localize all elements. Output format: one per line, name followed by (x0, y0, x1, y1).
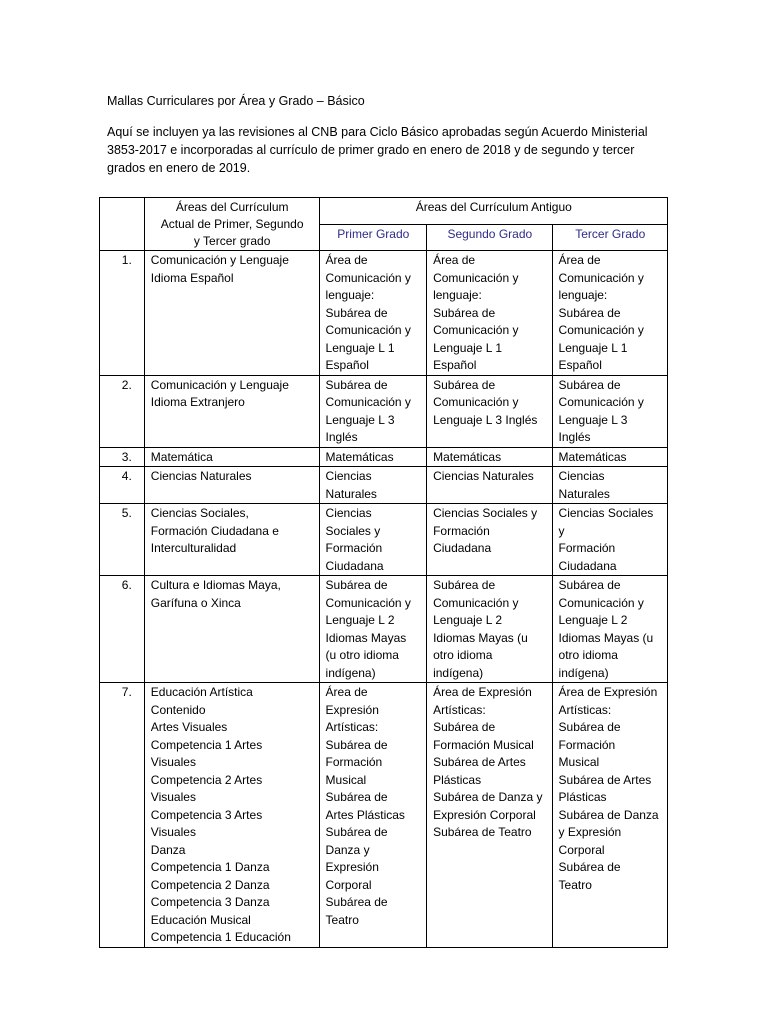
cell-line: Español (325, 358, 369, 372)
cell-line: Subárea de (325, 377, 388, 392)
cell-line: Formación (325, 541, 383, 555)
grade-3-cell (552, 504, 667, 576)
cell-line: otro idioma (433, 648, 493, 662)
row-number: 1. (100, 251, 145, 376)
cell-line: Subárea de (558, 860, 621, 874)
table-row (100, 375, 668, 447)
grade-3-cell (552, 251, 667, 376)
cell-line: Formación (433, 523, 490, 538)
cell-line: y Expresión (558, 825, 622, 839)
cell-line: Lenguaje L 3 (325, 412, 395, 427)
table-header-row (100, 198, 668, 225)
row-number: 7. (100, 683, 145, 948)
grade-3-cell (552, 375, 667, 447)
intro-line: grados en enero de 2019. (107, 161, 251, 175)
cell-line: Área de (558, 253, 601, 267)
cell-line: Lenguaje L 2 (558, 613, 628, 627)
cell-line: Lenguaje L 1 (558, 340, 628, 355)
cell-line: Idiomas Mayas (u (558, 630, 654, 645)
cell-line: Competencia 2 Danza (150, 877, 270, 892)
cell-line: Formación (325, 755, 383, 769)
cell-line: indígena) (325, 665, 376, 680)
cell-line: Artes Visuales (150, 720, 228, 734)
cell-line: Comunicación y (558, 395, 644, 409)
cell-line: Subárea de (558, 377, 621, 392)
grade-2-cell (427, 251, 552, 376)
intro-paragraph (107, 123, 667, 177)
cell-line: indígena) (433, 665, 484, 680)
header-current-line: Áreas del Currículum (175, 200, 289, 214)
cell-line: Comunicación y Lenguaje (150, 253, 289, 267)
cell-line: Ciencias (325, 469, 372, 483)
cell-line: Lenguaje L 2 (325, 613, 395, 627)
grade-3-cell (552, 576, 667, 683)
grade-1-cell (319, 447, 427, 467)
cell-line: Competencia 1 Danza (150, 860, 270, 874)
cell-line: Comunicación y (325, 395, 411, 409)
header-grade-1: Primer Grado (319, 224, 427, 251)
cell-line: Inglés (325, 430, 358, 444)
cell-line: Subárea de Artes (558, 772, 652, 787)
cell-line: Subárea de (433, 720, 496, 734)
header-current-line: y Tercer grado (193, 234, 271, 248)
cell-line: Idioma Español (150, 270, 234, 285)
cell-line: Musical (558, 755, 600, 769)
cell-line: Subárea de Teatro (433, 825, 532, 839)
cell-line: Subárea de (325, 895, 388, 909)
cell-line: Visuales (150, 825, 196, 839)
cell-line: Competencia 2 Artes (150, 772, 263, 787)
cell-line: Ciencias Sociales, (150, 506, 249, 520)
cell-line: Subárea de Danza (558, 807, 659, 822)
cell-line: Área de (433, 253, 476, 267)
cell-line: Subárea de Artes (433, 755, 526, 769)
cell-line: Interculturalidad (150, 541, 237, 555)
grade-3-cell (552, 467, 667, 504)
grade-3-cell (552, 683, 667, 948)
cell-line: Comunicación y (558, 323, 644, 337)
cell-line: Comunicación y (433, 595, 519, 610)
cell-line: Musical (325, 772, 367, 787)
cell-line: indígena) (558, 665, 609, 680)
cell-line: Formación (558, 541, 616, 555)
cell-line: Subárea de (325, 737, 388, 752)
cell-line: lenguaje: (433, 288, 482, 302)
cell-line: Ciencias Naturales (433, 469, 534, 483)
cell-line: Danza (150, 842, 186, 857)
row-number: 2. (100, 375, 145, 447)
cell-line: Ciencias Naturales (150, 469, 252, 483)
cell-line: Ciencias Sociales y (433, 506, 538, 520)
cell-line: Subárea de (325, 825, 388, 839)
cell-line: Comunicación y Lenguaje (150, 377, 289, 392)
cell-line: Subárea de (558, 305, 621, 320)
cell-line: lenguaje: (558, 288, 608, 302)
current-area-cell (144, 375, 319, 447)
grade-2-cell (427, 683, 552, 948)
cell-line: Competencia 1 Educación (150, 930, 291, 944)
grade-2-cell (427, 467, 552, 504)
cell-line: Comunicación y (433, 395, 519, 409)
cell-line: Artísticas: (433, 702, 486, 717)
table-row (100, 576, 668, 683)
cell-line: Idioma Extranjero (150, 395, 245, 409)
cell-line: Área de (325, 685, 368, 699)
cell-line: Español (433, 358, 477, 372)
cell-line: Subárea de (433, 377, 496, 392)
cell-line: Comunicación y (433, 270, 519, 285)
cell-line: otro idioma (558, 648, 618, 662)
header-grade-2: Segundo Grado (427, 224, 552, 251)
grade-2-cell (427, 504, 552, 576)
cell-line: Visuales (150, 755, 196, 769)
cell-line: Área de Expresión (433, 685, 532, 699)
cell-line: Garífuna o Xinca (150, 595, 241, 610)
intro-line: 3853-2017 e incorporadas al currículo de primer grado en enero de 2018 y de segundo y tercer (107, 143, 635, 157)
grade-1-cell (319, 683, 427, 948)
cell-line: Competencia 1 Artes (150, 737, 263, 752)
cell-line: Lenguaje L 3 (558, 412, 628, 427)
cell-line: Competencia 3 Artes (150, 807, 263, 822)
grade-1-cell (319, 576, 427, 683)
cell-line: Expresión Corporal (433, 807, 536, 822)
current-area-cell (144, 576, 319, 683)
row-number: 5. (100, 504, 145, 576)
cell-line: Plásticas (433, 772, 482, 787)
current-area-cell (144, 467, 319, 504)
cell-line: Formación (558, 737, 616, 752)
cell-line: Matemáticas (325, 449, 394, 464)
document-title: Mallas Curriculares por Área y Grado – Básico (107, 94, 365, 108)
cell-line: Subárea de (325, 305, 388, 320)
table-row (100, 251, 668, 376)
cell-line: Ciudadana (558, 558, 617, 573)
grade-1-cell (319, 375, 427, 447)
cell-line: Lenguaje L 2 (433, 613, 503, 627)
cell-line: Comunicación y (558, 270, 644, 285)
current-area-cell (144, 251, 319, 376)
cell-line: Lenguaje L 3 Inglés (433, 412, 538, 427)
cell-line: Competencia 3 Danza (150, 895, 270, 909)
cell-line: Ciencias Sociales y (558, 506, 654, 538)
cell-line: Expresión (325, 702, 379, 717)
cell-line: Plásticas (558, 790, 607, 804)
cell-line: Naturales (558, 486, 610, 501)
grade-2-cell (427, 447, 552, 467)
current-area-cell (144, 447, 319, 467)
row-number: 6. (100, 576, 145, 683)
cell-line: Subárea de (325, 790, 388, 804)
cell-line: Teatro (325, 912, 359, 927)
grade-1-cell (319, 251, 427, 376)
cell-line: Lenguaje L 1 (325, 340, 395, 355)
cell-line: Subárea de (558, 720, 621, 734)
table-row (100, 447, 668, 467)
header-number-cell (100, 198, 145, 251)
cell-line: Formación Ciudadana e (150, 523, 279, 538)
cell-line: Comunicación y (325, 270, 411, 285)
cell-line: Educación Musical (150, 912, 251, 927)
grade-3-cell (552, 447, 667, 467)
cell-line: Idiomas Mayas (325, 630, 407, 645)
cell-line: Expresión (325, 860, 379, 874)
cell-line: Naturales (325, 486, 377, 501)
cell-line: Comunicación y (558, 595, 644, 610)
table-row (100, 467, 668, 504)
cell-line: Área de (325, 253, 368, 267)
cell-line: Teatro (558, 877, 592, 892)
row-number: 4. (100, 467, 145, 504)
cell-line: Artísticas: (558, 702, 612, 717)
table-row (100, 504, 668, 576)
cell-line: Visuales (150, 790, 196, 804)
grade-2-cell (427, 576, 552, 683)
cell-line: Ciudadana (433, 541, 492, 555)
grade-1-cell (319, 467, 427, 504)
cell-line: lenguaje: (325, 288, 375, 302)
cell-line: Español (558, 358, 602, 372)
current-area-cell (144, 504, 319, 576)
cell-line: Contenido (150, 702, 206, 717)
header-current-line: Actual de Primer, Segundo (160, 217, 304, 231)
cell-line: Comunicación y (325, 595, 411, 610)
row-number: 3. (100, 447, 145, 467)
cell-line: Cultura e Idiomas Maya, (150, 578, 281, 592)
cell-line: Área de Expresión (558, 685, 658, 699)
intro-line: Aquí se incluyen ya las revisiones al CNB para Ciclo Básico aprobadas según Acuerdo Ministerial (107, 125, 648, 139)
table-row (100, 683, 668, 948)
cell-line: Idiomas Mayas (u (433, 630, 528, 645)
cell-line: Subárea de (558, 578, 621, 592)
cell-line: Educación Artística (150, 685, 253, 699)
header-old-areas: Áreas del Currículum Antiguo (319, 198, 667, 225)
cell-line: Corporal (325, 877, 372, 892)
cell-line: Artísticas: (325, 720, 379, 734)
cell-line: Matemática (150, 449, 213, 464)
cell-line: Subárea de (433, 578, 496, 592)
grade-2-cell (427, 375, 552, 447)
cell-line: Comunicación y (325, 323, 411, 337)
cell-line: Subárea de Danza y (433, 790, 543, 804)
cell-line: Comunicación y (433, 323, 519, 337)
cell-line: Matemáticas (433, 449, 502, 464)
cell-line: Ciencias (558, 469, 605, 483)
current-area-cell (144, 683, 319, 948)
cell-line: Inglés (558, 430, 591, 444)
grade-1-cell (319, 504, 427, 576)
cell-line: Subárea de (433, 305, 496, 320)
cell-line: Lenguaje L 1 (433, 340, 503, 355)
cell-line: (u otro idioma (325, 648, 399, 662)
cell-line: Danza y (325, 842, 370, 857)
curriculum-table (99, 197, 668, 948)
cell-line: Sociales y (325, 523, 381, 538)
cell-line: Ciencias (325, 506, 372, 520)
header-current-areas (144, 198, 319, 251)
cell-line: Corporal (558, 842, 605, 857)
cell-line: Subárea de (325, 578, 388, 592)
cell-line: Artes Plásticas (325, 807, 405, 822)
cell-line: Formación Musical (433, 737, 534, 752)
cell-line: Ciudadana (325, 558, 384, 573)
header-grade-3: Tercer Grado (552, 224, 667, 251)
cell-line: Matemáticas (558, 449, 627, 464)
